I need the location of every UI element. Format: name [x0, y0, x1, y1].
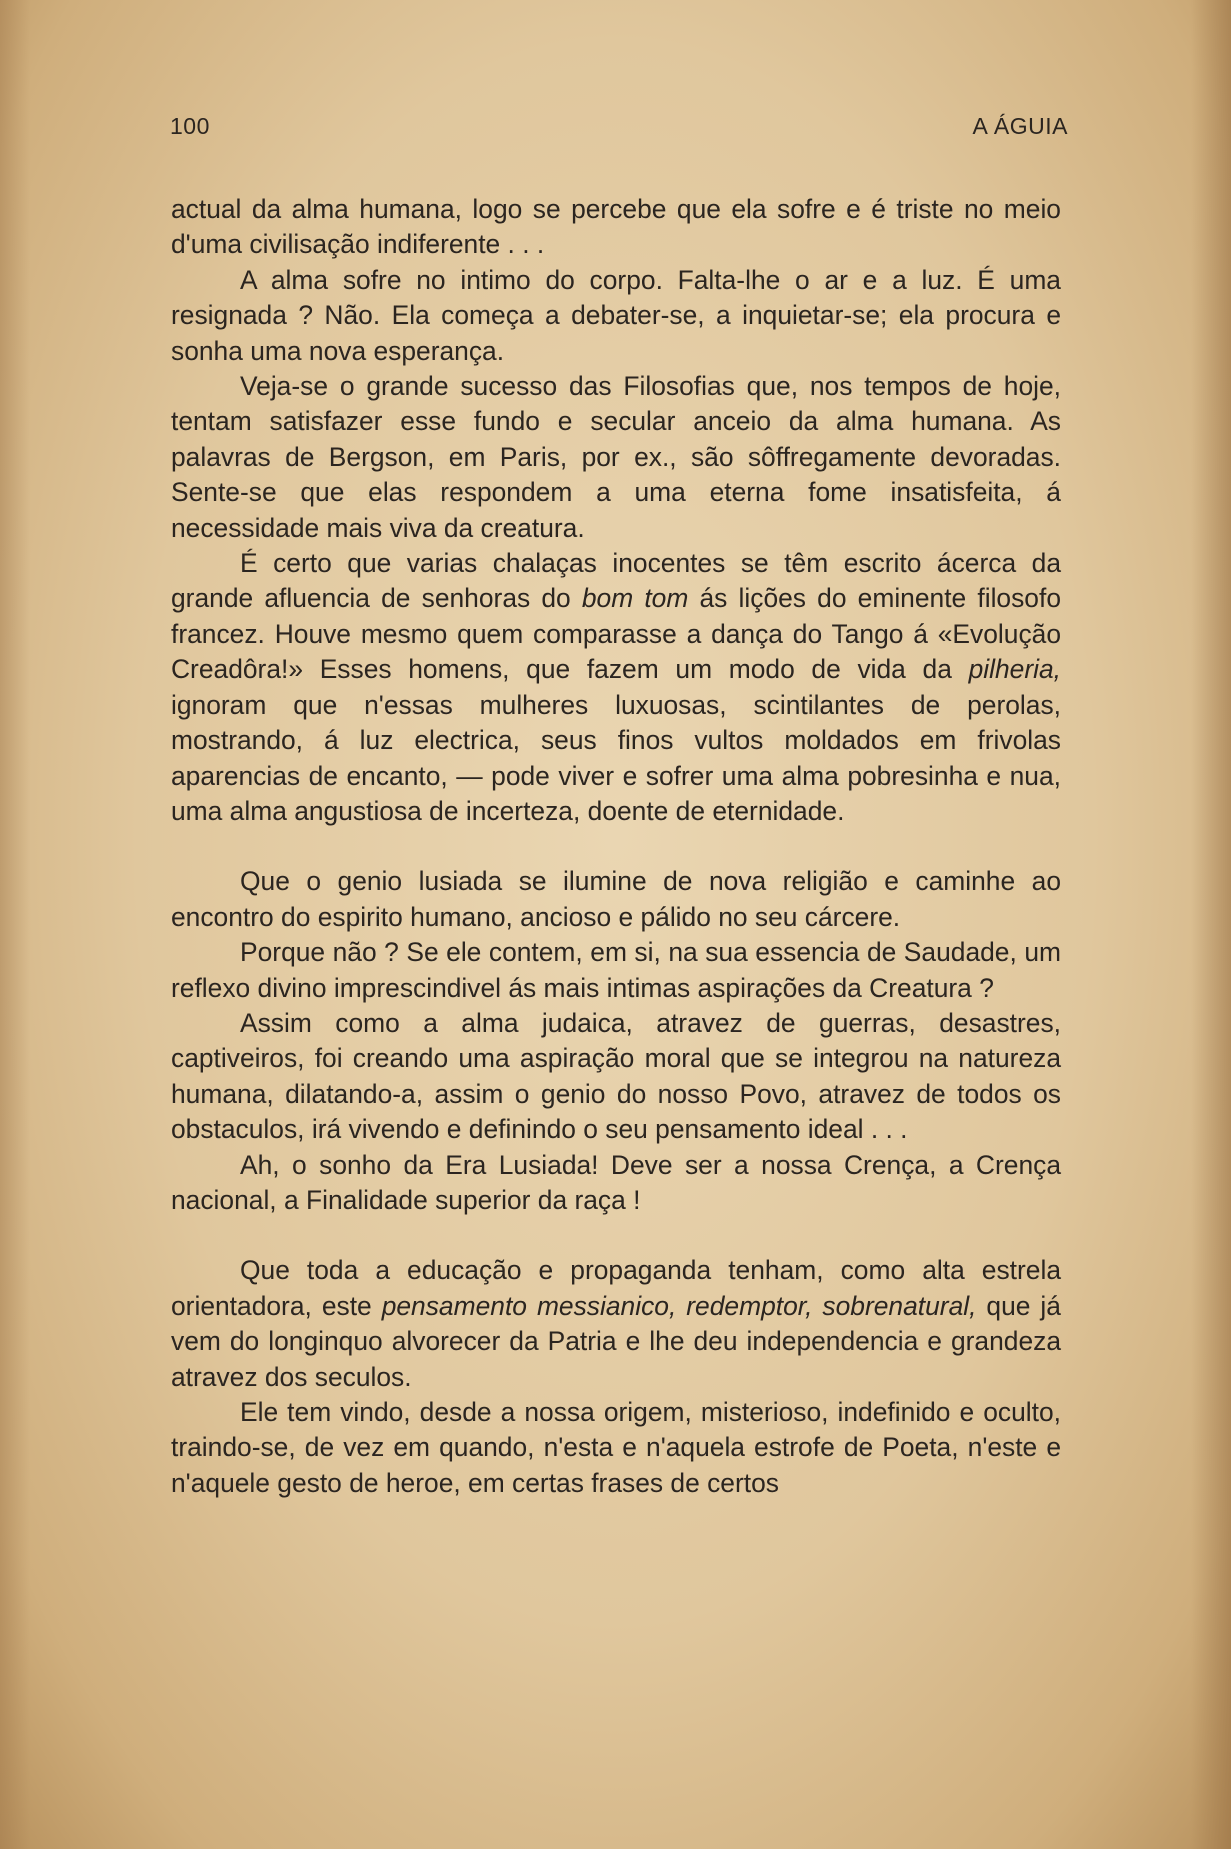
paragraph-1: actual da alma humana, logo se percebe que ela sofre e é triste no meio d'uma civilisação indiferente . . .: [171, 194, 1061, 260]
page-shadow-left: [0, 0, 30, 1849]
page-number: 100: [170, 112, 210, 139]
emphasis-pensamento-messianico: pensamento messianico, redemptor, sobrenatural,: [381, 1290, 977, 1321]
journal-title: A ÁGUIA: [972, 112, 1068, 139]
emphasis-bom-tom: bom tom: [581, 583, 689, 614]
paragraph-8: Ah, o sonho da Era Lusiada! Deve ser a nossa Crença, a Crença nacional, a Finalidade superior da raça !: [171, 1149, 1061, 1215]
paragraph-4: [171, 546, 1061, 829]
paragraph-4-text-c: ignoram que n'essas mulheres luxuosas, scintilantes de perolas, mostrando, á luz electrica, seus finos vultos moldados em frivolas aparencias de encanto, — pode viver e sofrer uma alma pobresinha e nua, uma alma angustiosa de incerteza, doente de eternidade.: [171, 689, 1061, 826]
paragraph-4-text-a: É certo que varias chalaças inocentes se têm escrito ácerca da grande afluencia de senhoras do: [171, 548, 1061, 614]
paragraph-7: Assim como a alma judaica, atravez de guerras, desastres, captiveiros, foi creando uma aspiração moral que se integrou na natureza humana, dilatando-a, assim o genio do nosso Povo, atravez de todos os obstaculos, irá vivendo e definindo o seu pensamento ideal . . .: [171, 1007, 1061, 1145]
paragraph-9: [171, 1253, 1061, 1395]
running-head: [170, 110, 1068, 142]
body-text: [171, 192, 1061, 1501]
paragraph-9-text-a: Que toda a educação e propaganda tenham, como alta estrela orientadora, este: [171, 1255, 1061, 1321]
paragraph-9-text-b: que já vem do longinquo alvorecer da Patria e lhe deu independencia e grandeza atravez dos seculos.: [171, 1290, 1061, 1392]
paragraph-4-text-b: ás lições do eminente filosofo francez. Houve mesmo quem comparasse a dança do Tango á «Evolução Creadôra!» Esses homens, que fazem um modo de vida da: [171, 583, 1061, 685]
paragraph-5: Que o genio lusiada se ilumine de nova religião e caminhe ao encontro do espirito humano, ancioso e pálido no seu cárcere.: [171, 866, 1061, 932]
paragraph-3: Veja-se o grande sucesso das Filosofias que, nos tempos de hoje, tentam satisfazer esse fundo e secular anceio da alma humana. As palavras de Bergson, em Paris, por ex., são sôffregamente devoradas. Sente-se que elas respondem a uma eterna fome insatisfeita, á necessidade mais viva da creatura.: [171, 371, 1061, 543]
page-shadow-right: [1191, 0, 1231, 1849]
emphasis-pilheria: pilheria,: [968, 654, 1061, 685]
paragraph-6: Porque não ? Se ele contem, em si, na sua essencia de Saudade, um reflexo divino imprescindivel ás mais intimas aspirações da Creatura ?: [171, 937, 1061, 1003]
paragraph-2: A alma sofre no intimo do corpo. Falta-lhe o ar e a luz. É uma resignada ? Não. Ela começa a debater-se, a inquietar-se; ela procura e sonha uma nova esperança.: [171, 264, 1061, 366]
paragraph-10: Ele tem vindo, desde a nossa origem, misterioso, indefinido e oculto, traindo-se, de vez em quando, n'esta e n'aquela estrofe de Poeta, n'este e n'aquele gesto de heroe, em certas frases de certos: [171, 1397, 1061, 1498]
